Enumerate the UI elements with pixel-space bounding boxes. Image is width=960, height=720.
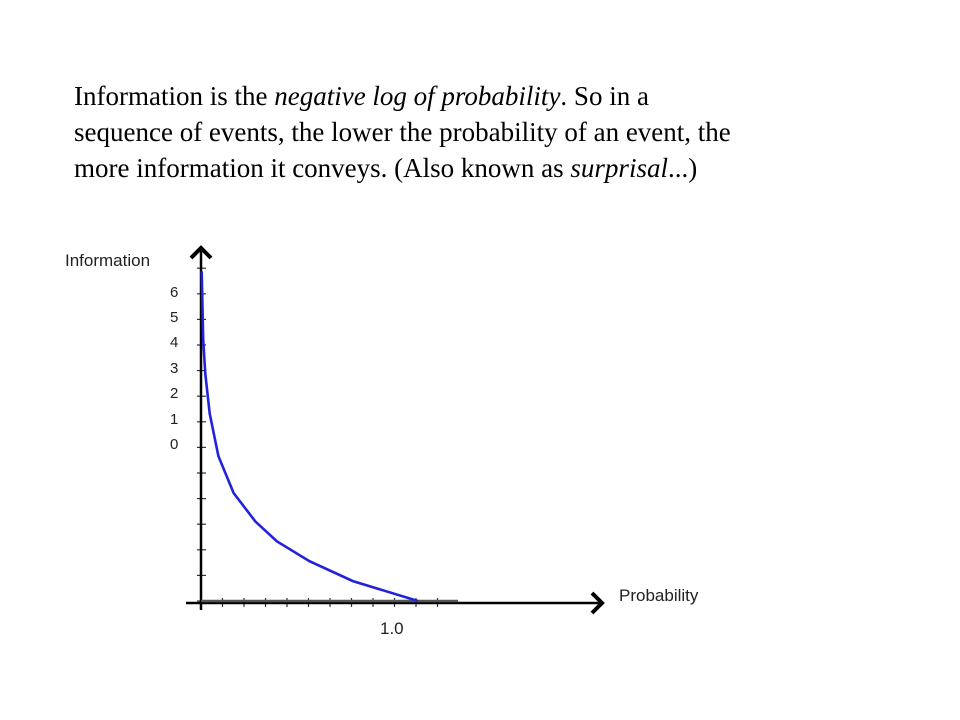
x-axis-label: Probability bbox=[619, 586, 699, 605]
caption-line-2: sequence of events, the lower the probability of an event, the bbox=[74, 117, 731, 147]
y-tick-label-3: 3 bbox=[170, 360, 179, 377]
y-tick-label-6: 6 bbox=[170, 284, 179, 301]
information-curve bbox=[202, 271, 418, 601]
caption-line-3: more information it conveys. (Also known as surprisal...) bbox=[74, 153, 698, 183]
y-tick-label-2: 2 bbox=[170, 385, 179, 402]
y-tick-label-1: 1 bbox=[170, 411, 179, 428]
y-tick-label-4: 4 bbox=[170, 334, 179, 351]
y-tick-label-0: 0 bbox=[170, 436, 179, 453]
y-axis-label: Information bbox=[65, 251, 151, 270]
x-tick-label-1-0: 1.0 bbox=[380, 619, 404, 638]
caption-line-1: Information is the negative log of probability. So in a bbox=[74, 81, 649, 111]
y-tick-label-5: 5 bbox=[170, 309, 179, 326]
